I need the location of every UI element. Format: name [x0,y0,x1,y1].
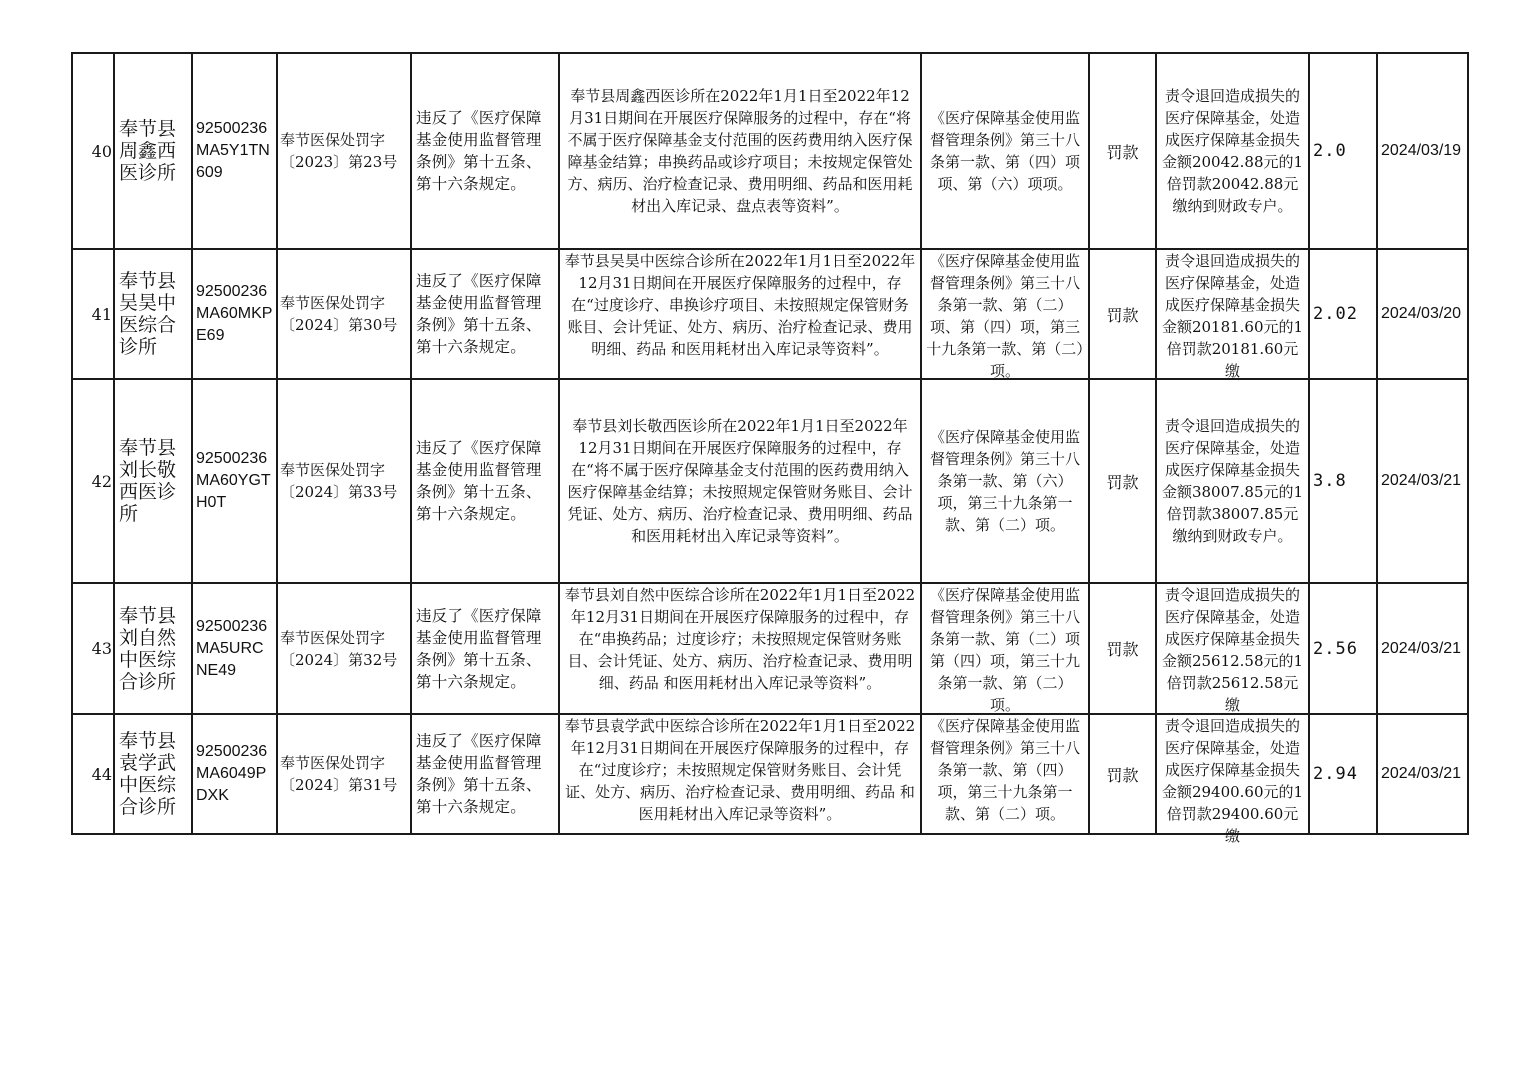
violation-facts: 奉节县袁学武中医综合诊所在2022年1月1日至2022年12月31日期间在开展医疗保障服务的过程中，存在“过度诊疗；未按照规定保管财务账目、会计凭证、处方、病历、治疗检查记录、费用明细、药品 和医用耗材出入库记录等资料”。 [559,714,921,834]
decision-number: 奉节医保处罚字〔2023〕第23号 [277,53,411,249]
table-row [72,249,1468,379]
legal-basis: 《医疗保障基金使用监督管理条例》第三十八条第一款、第（二）项、第（四）项，第三十九条第一款、第（二）项。 [921,249,1089,379]
violation-facts: 奉节县刘自然中医综合诊所在2022年1月1日至2022年12月31日期间在开展医疗保障服务的过程中，存在“串换药品；过度诊疗；未按照规定保管财务账目、会计凭证、处方、病历、治疗检查记录、费用明细、药品 和医用耗材出入库记录等资料”。 [559,583,921,714]
credit-code: 92500236MA5Y1TN609 [192,53,277,249]
penalty-type: 罚款 [1089,714,1156,834]
legal-basis: 《医疗保障基金使用监督管理条例》第三十八条第一款、第（四）项，第三十九条第一款、第（二）项。 [921,714,1089,834]
decision-date: 2024/03/20 [1377,249,1468,379]
penalty-table [71,52,1469,845]
table-row [72,583,1468,714]
entity-name: 奉节县周鑫西医诊所 [114,53,192,249]
violation-facts: 奉节县周鑫西医诊所在2022年1月1日至2022年12月31日期间在开展医疗保障服务的过程中，存在“将不属于医疗保障基金支付范围的医药费用纳入医疗保障基金结算；串换药品或诊疗项目；未按规定保管处方、病历、治疗检查记录、费用明细、药品和医用耗材出入库记录、盘点表等资料”。 [559,53,921,249]
violation-basis: 违反了《医疗保障基金使用监督管理条例》第十五条、第十六条规定。 [411,53,559,249]
penalty-type: 罚款 [1089,583,1156,714]
credit-code: 92500236MA60YGTH0T [192,379,277,583]
credit-code: 92500236MA6049PDXK [192,714,277,834]
decision-date: 2024/03/21 [1377,583,1468,714]
penalty-type: 罚款 [1089,379,1156,583]
entity-name: 奉节县刘自然中医综合诊所 [114,583,192,714]
legal-basis: 《医疗保障基金使用监督管理条例》第三十八条第一款、第（六）项，第三十九条第一款、第（二）项。 [921,379,1089,583]
penalty-type: 罚款 [1089,249,1156,379]
legal-basis: 《医疗保障基金使用监督管理条例》第三十八条第一款、第（四）项项、第（六）项项。 [921,53,1089,249]
violation-basis: 违反了《医疗保障基金使用监督管理条例》第十五条、第十六条规定。 [411,714,559,834]
decision-number: 奉节医保处罚字〔2024〕第32号 [277,583,411,714]
penalty-result: 责令退回造成损失的医疗保障基金，处造成医疗保障基金损失金额29400.60元的1倍罚款29400.60元缴 [1156,714,1309,834]
decision-number: 奉节医保处罚字〔2024〕第31号 [277,714,411,834]
penalty-amount: 2.0 [1309,53,1377,249]
legal-basis: 《医疗保障基金使用监督管理条例》第三十八条第一款、第（二）项第（四）项，第三十九条第一款、第（二）项。 [921,583,1089,714]
table-row [72,379,1468,583]
entity-name: 奉节县刘长敬西医诊所 [114,379,192,583]
penalty-type: 罚款 [1089,53,1156,249]
penalty-amount: 2.94 [1309,714,1377,834]
decision-number: 奉节医保处罚字〔2024〕第33号 [277,379,411,583]
row-number: 42 [72,379,114,583]
row-number: 41 [72,249,114,379]
decision-date: 2024/03/21 [1377,379,1468,583]
penalty-amount: 3.8 [1309,379,1377,583]
decision-date: 2024/03/19 [1377,53,1468,249]
row-number: 40 [72,53,114,249]
violation-facts: 奉节县吴昊中医综合诊所在2022年1月1日至2022年12月31日期间在开展医疗保障服务的过程中，存在“过度诊疗、串换诊疗项目、未按照规定保管财务账目、会计凭证、处方、病历、治疗检查记录、费用明细、药品 和医用耗材出入库记录等资料”。 [559,249,921,379]
penalty-result: 责令退回造成损失的医疗保障基金，处造成医疗保障基金损失金额38007.85元的1倍罚款38007.85元缴纳到财政专户。 [1156,379,1309,583]
violation-basis: 违反了《医疗保障基金使用监督管理条例》第十五条、第十六条规定。 [411,249,559,379]
violation-facts: 奉节县刘长敬西医诊所在2022年1月1日至2022年12月31日期间在开展医疗保障服务的过程中，存在“将不属于医疗保障基金支付范围的医药费用纳入医疗保障基金结算；未按照规定保管财务账目、会计凭证、处方、病历、治疗检查记录、费用明细、药品 和医用耗材出入库记录等资料”。 [559,379,921,583]
penalty-amount: 2.56 [1309,583,1377,714]
row-number: 44 [72,714,114,834]
violation-basis: 违反了《医疗保障基金使用监督管理条例》第十五条、第十六条规定。 [411,379,559,583]
penalty-result: 责令退回造成损失的医疗保障基金，处造成医疗保障基金损失金额20181.60元的1倍罚款20181.60元缴 [1156,249,1309,379]
decision-number: 奉节医保处罚字〔2024〕第30号 [277,249,411,379]
penalty-result: 责令退回造成损失的医疗保障基金，处造成医疗保障基金损失金额20042.88元的1倍罚款20042.88元缴纳到财政专户。 [1156,53,1309,249]
table-row [72,53,1468,249]
decision-date: 2024/03/21 [1377,714,1468,834]
violation-basis: 违反了《医疗保障基金使用监督管理条例》第十五条、第十六条规定。 [411,583,559,714]
penalty-amount: 2.02 [1309,249,1377,379]
credit-code: 92500236MA60MKPE69 [192,249,277,379]
entity-name: 奉节县吴昊中医综合诊所 [114,249,192,379]
credit-code: 92500236MA5URCNE49 [192,583,277,714]
entity-name: 奉节县袁学武中医综合诊所 [114,714,192,834]
row-number: 43 [72,583,114,714]
penalty-result: 责令退回造成损失的医疗保障基金，处造成医疗保障基金损失金额25612.58元的1倍罚款25612.58元缴 [1156,583,1309,714]
table-row [72,714,1468,834]
